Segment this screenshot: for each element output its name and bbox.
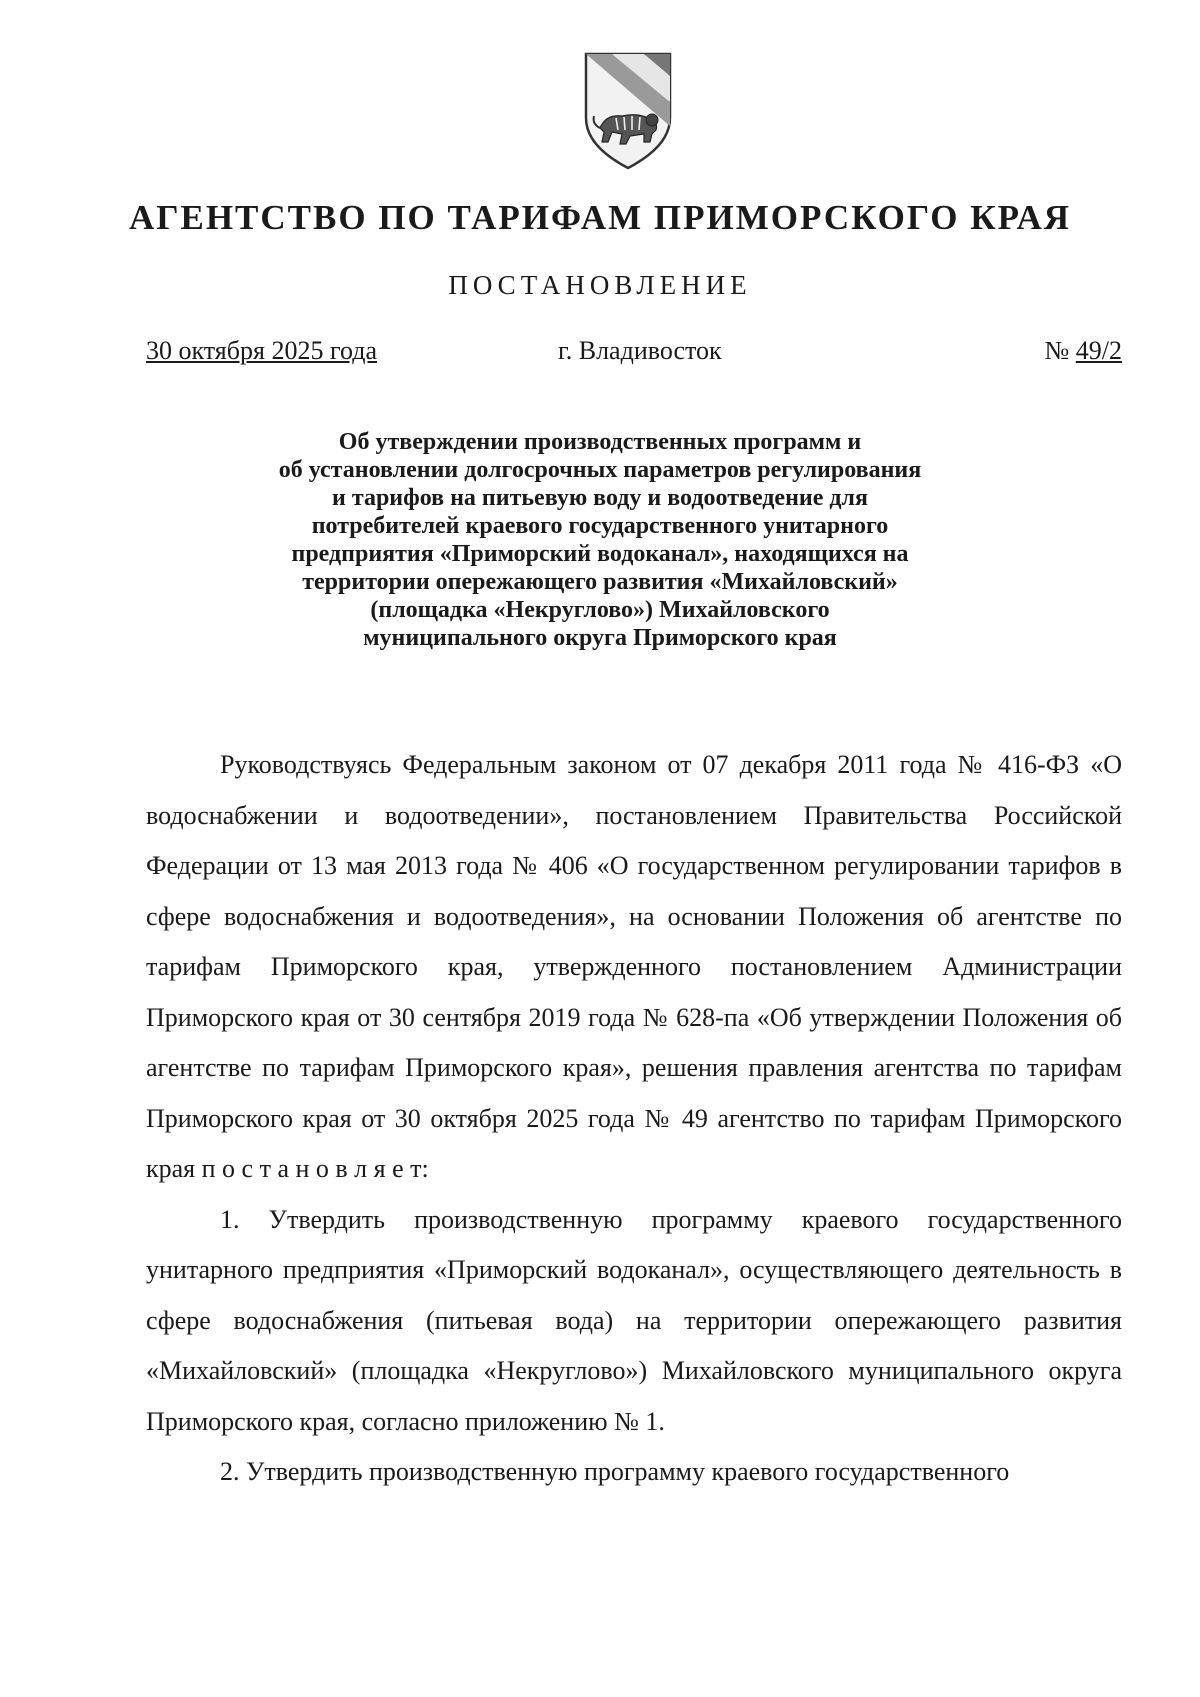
subject-line: потребителей краевого государственного унитарного [311,513,889,539]
subject-line: территории опережающего развития «Михайловский» [302,569,898,595]
agency-title: АГЕНТСТВО ПО ТАРИФАМ ПРИМОРСКОГО КРАЯ [128,198,1072,237]
subject-line: и тарифов на питьевую воду и водоотведение для [332,485,868,511]
coat-of-arms-icon [582,50,674,172]
clause-1-paragraph: 1. Утвердить производственную программу краевого государственного унитарного предприятия «Приморский водоканал», осуществляющего деятельность в сфере водоснабжения (питьевая вода) на территории опережающего развития «Михайловский» (площадка «Некруглово») Михайловского муниципального округа Приморского края, согласно приложению № 1. [146,1204,1122,1436]
document-city: г. Владивосток [558,336,722,365]
subject-line: предприятия «Приморский водоканал», находящихся на [291,541,909,567]
number-value: 49/2 [1075,336,1122,365]
subject-line: Об утверждении производственных программ и [338,429,862,455]
preamble-paragraph: Руководствуясь Федеральным законом от 07 декабря 2011 года № 416-ФЗ «О водоснабжении и водоотведении», постановлением Правительства Российской Федерации от 13 мая 2013 года № 406 «О государственном регулировании тарифов в сфере водоснабжения и водоотведения», на основании Положения об агентстве по тарифам Приморского края, утвержденного постановлением Администрации Приморского края от 30 сентября 2019 года № 628-па «Об утверждении Положения об агентстве по тарифам Приморского края», решения правления агентства по тарифам Приморского края от 30 октября 2025 года № 49 агентство по тарифам Приморского края п о с т а н о в л я е т: [146,750,1122,1183]
subject-line: об установлении долгосрочных параметров регулирования [278,457,922,483]
document-type: ПОСТАНОВЛЕНИЕ [448,270,752,300]
document-subject [200,428,1000,652]
subject-line: (площадка «Некруглово») Михайловского [370,597,830,623]
clause-2-paragraph: 2. Утвердить производственную программу краевого государственного [220,1457,1010,1486]
number-prefix: № [1044,336,1076,365]
document-date: 30 октября 2025 года [146,336,377,365]
document-number [1044,336,1122,366]
subject-line: муниципального округа Приморского края [363,625,837,651]
document-meta [146,336,1122,372]
document-body [146,740,1122,1498]
